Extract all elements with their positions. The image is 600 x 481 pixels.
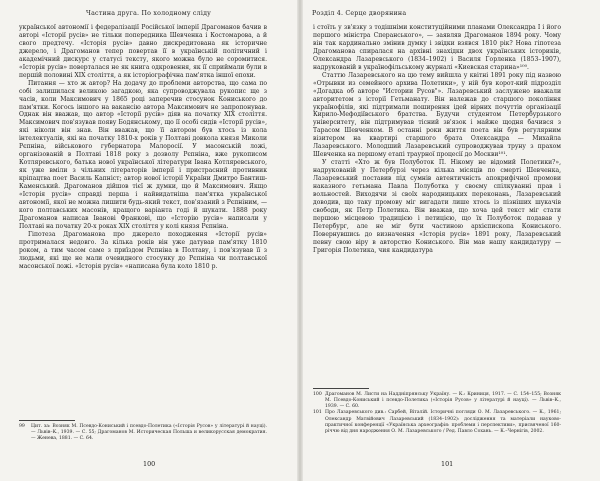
body-text <box>313 24 561 255</box>
footnote-text: Цит. за: Возняк М. Псевдо-Кониський і псевдо-Полетика («Історія Русов» у літературі й науці). — Львів–К., 1939. — С. 55; Драгоманов М. Историческая Польша и великорусская демократия. — Женева, 1881. — С. 64. <box>31 424 267 442</box>
footnote-text: Драгоманов М. Листи на Наддніпрянську Україну. — К.: Криниця, 1917. — С. 154–155; Возняк М. Псевдо-Кониський і псевдо-Полетика («Історія Русов» у літературі й науці). — Львів–К., 1939. — С. 60. <box>325 392 561 410</box>
footnote <box>19 424 267 442</box>
footnote-rule <box>313 388 369 389</box>
right-page <box>303 0 600 481</box>
footnote-number: 100 <box>313 392 322 397</box>
footnote <box>313 392 561 410</box>
footnote-text: Про Лазаревського див.: Сарбей, Віталій. Історичні погляди О. М. Лазаревського. — К., 1961; Олександр Матвійович Лазаревський (1834–1902): дослідження та матеріали науково-практичної конференції «Українська археографія: проблеми і перспективи», присвяченої 160-річчю від дня народження О. М. Лазаревського / Ред. Павло Сохань. — К.–Чернігів, 2002. <box>325 410 561 434</box>
paragraph: У статті «Хто ж був Полуботок П. Нікому не відомий Полетики?», надрукованій у Петербурзі через кілька місяців по смерті Шевченка, Лазаревський поставив під сумнів автентичність апокрифічної промови наказного гетьмана Павла Полуботка у своєму спілкуванні прав і вольностей. Виходячи зі своїх народницьких переконань, Лазаревський доводив, що таку промову міг вигадати лише хтось із пізніших шукачів свободи, як Петр Полетика. Він вважав, що хоча цей текст міг стати першою місцевою традицією і петицією, що їх Полуботок подавав у Петербург, але не міг бути частиною архієпископа Кониського. Повернувшись до визначення «Історія русів» 1891 року, Лазаревський певну свою віру в авторство Кониського. Він мав нашу кандидатуру — Григорія Полетика, чия кандидатура <box>313 159 561 254</box>
footnote <box>313 410 561 435</box>
paragraph: Питання — хто ж автор? На додачу до проблеми авторства, що сама по собі залишилася великою загадкою, яка супроводжувала рукопис ще з часів, коли Максимович у 1865 році заперечив стосунок Кониського до пам'ятки. Когось іншого на вакансію автора Максимович не запропонував. Однак він вважав, що автор «Історії русів» діяв на початку XIX століття. Максимович пов'язував появу Бодянському, що її особі сидів «Історії русів», які ніколи він знав. Він вважав, що її автором був хтось із кола інтелектуалів, які на початку 1810-х років у Полтаві довкола князя Миколи Рєпніна, військового губернатора Малоросії. У масонській ложі, організованій в Полтаві 1818 року з дозволу Рєпніна, вже рукописом Котляревського, батька нової української літератури Івана Котляревського, як уже вміли з чільних літераторів імперії і пристрасний противник кріпацтва поет Василь Капніст; автор нової історії України Дмитро Бантиш-Каменський. Драгоманов дійшов тієї ж думки, що й Максимович. Якщо «Історія русів» справді перша і найвидатніша пам'ятка української автономії, якої не можна лишити будь-який текст, пов'язаний з Рєпніним, — кого полтавських масонів, кращого варіанта годі й шукати. 1888 року Драгоманов написав Іванові Франкові, що «Історію русів» написали у Полтаві на початку 20-х роках XIX століття у колі князя Рєпніна. <box>19 79 267 230</box>
left-page <box>0 0 297 481</box>
footnote-number: 99 <box>19 424 25 429</box>
running-header: Частина друга. По холодному сліду <box>86 10 212 17</box>
paragraph: української автономії і федералізації Російської імперії Драгоманов бачив в авторі «Історії русів» не тільки попередника Шевченка і Костомарова, а й свого предтечу. «Історія русів» давно дискредитована як історичне джерело, і Драгоманов тепер повертав її в українській політичний і академічний дискурс у статусі тексту, якого можна було не соромитися. «Історія русів» поверталася не як книга одкровення, як її сприймали були в першій половині XIX століття, а як історіографічна пам'ятка іншої епохи. <box>19 24 267 79</box>
body-text <box>19 24 267 271</box>
page-number: 100 <box>143 460 156 468</box>
paragraph: Гіпотеза Драгоманова про джерело походження «Історії русів» протрималася недовго. За кілька років він уже датував пам'ятку 1810 роком, а тим часом саме з приїздом Рєпніна в Полтаву, і пов'язував її з людьми, які ще не мали очевидного стосунку до Рєпніна чи полтавської масонської ложі. «Історія русів» «написана була коло 1810 р. <box>19 230 267 270</box>
footnote-rule <box>19 420 75 421</box>
paragraph: Статтю Лазаревського на цю тему вийшла у квітні 1891 року під назвою «Отрывки из семейного архива Полетики», у ній був корот-кий підрозділ «Догадка об авторе "Истории Русов"». Лазаревський заслужено вважали авторитетом з історії Гетьманату. Він належав до старшого покоління українофілів, які підтримали поширення ідей вірних почуттів організації Кирило-Мефодіївського братства. Будучи студентом Петербурзького університету, він підтримував тісний зв'язок і майже щодня бачився з Тарасом Шевченком. В останні роки життя поета він був регулярним візитером на квартирі старшого брата Олександра — Михайла Лазаревського. Молодший Лазаревський супроводжував труну з прахом Шевченка на першому етапі траурної процесії до Москви¹⁰¹. <box>313 71 561 159</box>
page-number: 101 <box>441 460 454 468</box>
paragraph: і стоїть у зв'язку з тодішніми конституційними планами Олександра I і його першого міністра Сперанського», — заявляв Драгоманов 1894 року. Чому він так кардинально змінив думку і звідки взявся 1810 рік? Нова гіпотеза Драгоманова спиралася на архівні знахідки двох українських істориків, Олександра Лазаревського (1834–1902) і Василя Горленка (1853–1907), надрукованій в українофільському журналі «Киевская старина»¹⁰⁰. <box>313 24 561 71</box>
footnotes <box>313 392 561 435</box>
footnotes <box>19 424 267 442</box>
running-header: Розділ 4. Серце дворянина <box>312 10 407 17</box>
footnote-number: 101 <box>313 410 322 416</box>
